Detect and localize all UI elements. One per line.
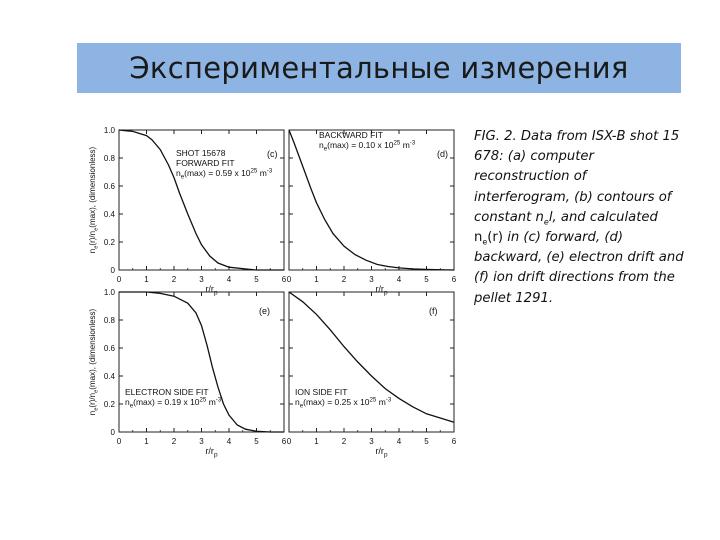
x-tick-label: 1 — [314, 275, 319, 284]
x-tick-label: 0 — [286, 437, 292, 446]
panel-annotation-line: $n_e(\max) = 0.25$ x $10^{25}$ $m^{-3}$ — [295, 396, 392, 410]
caption-lead: FIG. 2. Data from ISX-B shot 15 678: (a) computer reconstruction of interferogram, (b) contours of constant n — [474, 129, 680, 225]
x-tick-label: 6 — [281, 275, 287, 284]
panel-annotation-line: BACKWARD FIT — [319, 130, 383, 140]
x-axis-label: $r/r_p$ — [375, 284, 388, 297]
figure-caption — [474, 127, 684, 309]
y-tick-label: 0.2 — [103, 238, 115, 247]
x-tick-label: 3 — [199, 275, 204, 284]
x-tick-label: 4 — [396, 275, 402, 284]
data-curve — [289, 130, 454, 270]
y-tick-label: 0 — [110, 266, 115, 275]
x-tick-label: 2 — [171, 275, 177, 284]
y-axis-label: $n_e(r)/n_e(\max)$, (dimensionless) — [88, 308, 100, 416]
panel-annotation-line: $n_e(\max) = 0.10$ x $10^{25}$ $m^{-3}$ — [319, 139, 416, 153]
panel-label: (f) — [429, 306, 438, 316]
x-tick-label: 6 — [281, 437, 287, 446]
panel-annotation-line: $n_e(\max) = 0.59$ x $10^{25}$ $m^{-3}$ — [176, 167, 273, 181]
caption-lead-sub: e — [543, 217, 549, 227]
x-tick-label: 0 — [286, 275, 292, 284]
slide-title-bar — [77, 43, 681, 93]
x-tick-label: 5 — [424, 275, 429, 284]
x-tick-label: 0 — [116, 275, 122, 284]
panel-annotation-line: ION SIDE FIT — [295, 387, 348, 397]
caption-mid: l, and calculated — [548, 209, 658, 225]
y-tick-label: 0.6 — [103, 344, 115, 353]
chart-panel-3 — [88, 288, 287, 459]
caption-ne-symbol: n — [474, 230, 483, 246]
x-tick-label: 3 — [199, 437, 204, 446]
figure-panels — [84, 118, 468, 462]
x-tick-label: 6 — [451, 437, 457, 446]
y-tick-label: 0 — [110, 428, 115, 437]
caption-ne-arg: (r) — [487, 230, 503, 246]
x-tick-label: 3 — [369, 275, 374, 284]
x-tick-label: 2 — [341, 437, 347, 446]
panel-annotation-line: SHOT 15678 — [176, 148, 226, 158]
x-tick-label: 4 — [226, 437, 232, 446]
y-tick-label: 0.8 — [103, 316, 115, 325]
chart-panel-1 — [88, 126, 287, 297]
caption-tail: in (c) forward, (d) backward, (e) electron drift and (f) ion drift directions from the pellet 1291. — [474, 230, 684, 306]
chart-panel-2 — [287, 130, 457, 297]
x-axis-label: $r/r_p$ — [375, 446, 388, 459]
panel-label: (c) — [267, 149, 278, 159]
x-tick-label: 0 — [116, 437, 122, 446]
y-tick-label: 1.0 — [103, 126, 115, 135]
panel-annotation-line: $n_e(\max) = 0.19$ x $10^{25}$ $m^{-3}$ — [125, 396, 222, 410]
x-tick-label: 5 — [254, 275, 259, 284]
caption-ne-sub: e — [482, 237, 488, 247]
slide-title: Экспериментальные измерения — [129, 51, 629, 85]
x-axis-label: $r/r_p$ — [205, 284, 218, 297]
x-tick-label: 3 — [369, 437, 374, 446]
x-tick-label: 4 — [396, 437, 402, 446]
x-tick-label: 2 — [171, 437, 177, 446]
panel-label: (d) — [437, 149, 448, 159]
x-axis-label: $r/r_p$ — [205, 446, 218, 459]
y-tick-label: 0.6 — [103, 182, 115, 191]
x-tick-label: 1 — [314, 437, 319, 446]
y-tick-label: 0.8 — [103, 154, 115, 163]
panel-annotation-line: ELECTRON SIDE FIT — [125, 387, 209, 397]
x-tick-label: 4 — [226, 275, 232, 284]
panel-label: (e) — [259, 306, 270, 316]
y-tick-label: 0.4 — [103, 372, 115, 381]
panel-annotation-line: FORWARD FIT — [176, 158, 235, 168]
plot-frame — [289, 130, 454, 270]
x-tick-label: 5 — [424, 437, 429, 446]
x-tick-label: 2 — [341, 275, 347, 284]
y-axis-label: $n_e(r)/n_e(\max)$, (dimensionless) — [88, 146, 100, 254]
x-tick-label: 1 — [144, 275, 149, 284]
y-tick-label: 1.0 — [103, 288, 115, 297]
x-tick-label: 5 — [254, 437, 259, 446]
chart-panel-4 — [287, 292, 457, 459]
figure-svg — [84, 118, 468, 462]
x-tick-label: 1 — [144, 437, 149, 446]
y-tick-label: 0.2 — [103, 400, 115, 409]
x-tick-label: 6 — [451, 275, 457, 284]
y-tick-label: 0.4 — [103, 210, 115, 219]
